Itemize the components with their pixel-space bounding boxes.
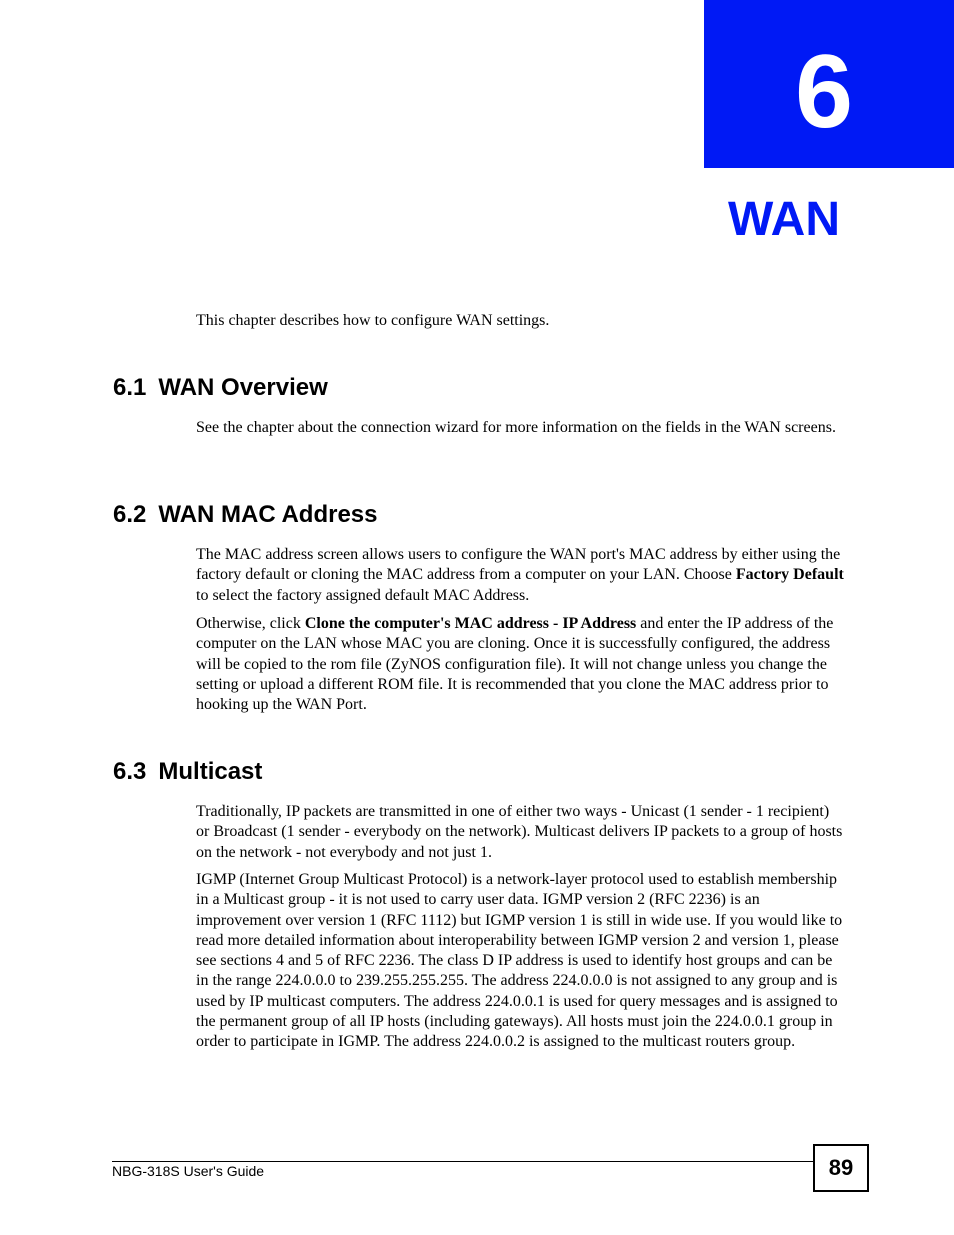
wan-mac-paragraph-2 xyxy=(196,614,844,715)
section-title: WAN Overview xyxy=(158,374,328,401)
chapter-number-box xyxy=(704,0,954,168)
section-number: 6.1 xyxy=(113,374,147,401)
wan-overview-paragraph: See the chapter about the connection wizard for more information on the fields in the WAN screens. xyxy=(196,419,836,436)
section-title: Multicast xyxy=(158,758,263,785)
section-heading-multicast xyxy=(113,758,262,786)
section-heading-wan-mac-address xyxy=(113,501,378,529)
paragraph-text: Otherwise, click xyxy=(196,615,305,632)
multicast-paragraph-1: Traditionally, IP packets are transmitted in one of either two ways - Unicast (1 sender - 1 recipient) or Broadcast (1 sender - everybody on the network). Multicast delivers IP packets to a group of hosts on the network - not everybody and not just 1. xyxy=(196,803,843,861)
chapter-title: WAN xyxy=(728,193,840,246)
multicast-paragraph-2: IGMP (Internet Group Multicast Protocol) is a network-layer protocol used to establish membership in a Multicast group - it is not used to carry user data. IGMP version 2 (RFC 2236) is an improvement over version 1 (RFC 1112) but IGMP version 1 is still in wide use. If you would like to read more detailed information about interoperability between IGMP version 2 and version 1, please see sections 4 and 5 of RFC 2236. The class D IP address is used to identify host groups and can be in the range 224.0.0.0 to 239.255.255.255. The address 224.0.0.0 is not assigned to any group and is used by IP multicast computers. The address 224.0.0.1 is used for query messages and is assigned to the permanent group of all IP hosts (including gateways). All hosts must join the 224.0.0.1 group in order to participate in IGMP. The address 224.0.0.2 is assigned to the multicast routers group. xyxy=(196,871,843,1051)
footer-guide-title: NBG-318S User's Guide xyxy=(112,1163,265,1179)
paragraph-text: The MAC address screen allows users to configure the WAN port's MAC address by either using the factory default or cloning the MAC address from a computer on your LAN. Choose xyxy=(196,546,841,584)
paragraph-text: to select the factory assigned default MAC Address. xyxy=(196,586,530,604)
chapter-intro: This chapter describes how to configure WAN settings. xyxy=(196,312,550,329)
factory-default-term: Factory Default xyxy=(735,566,844,584)
paragraph-text: and enter the IP address of the computer on the LAN whose MAC you are cloning. Once it is successfully configured, the address will be copied to the rom file (ZyNOS configuration file). It will not change unless you change the setting or upload a different ROM file. It is recommended that you clone the MAC address prior to hooking up the WAN Port. xyxy=(196,615,834,714)
page-number: 89 xyxy=(828,1155,854,1180)
section-number: 6.2 xyxy=(113,501,147,528)
clone-mac-term: Clone the computer's MAC address - IP Address xyxy=(304,615,637,632)
section-title: WAN MAC Address xyxy=(158,501,378,528)
section-number: 6.3 xyxy=(113,758,147,785)
section-heading-wan-overview xyxy=(113,374,328,402)
chapter-number: 6 xyxy=(795,34,853,150)
wan-mac-paragraph-1 xyxy=(196,545,844,606)
page-number-box xyxy=(813,1144,869,1192)
